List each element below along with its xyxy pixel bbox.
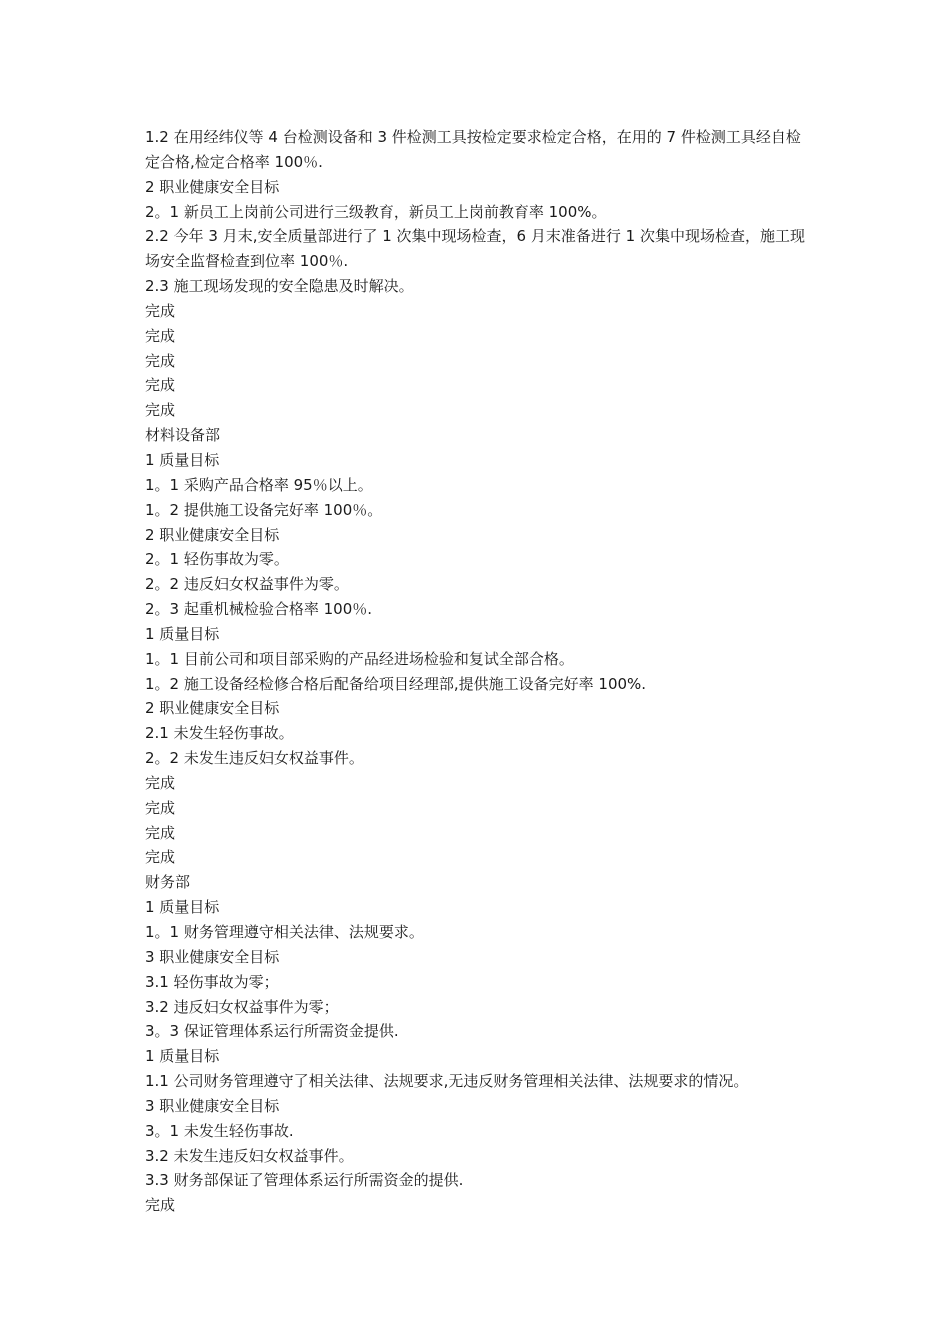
paragraph-1-1-finance-complied: 1.1 公司财务管理遵守了相关法律、法规要求,无违反财务管理相关法律、法规要求的情况。	[145, 1072, 749, 1091]
heading-quality-goals: 1 质量目标	[145, 450, 220, 469]
status-complete: 完成	[145, 1196, 176, 1215]
paragraph-1-1-finance-compliance: 1。1 财务管理遵守相关法律、法规要求。	[145, 923, 424, 941]
heading-ohs-goals: 3 职业健康安全目标	[145, 1096, 280, 1115]
paragraph-2-2-women-rights: 2。2 违反妇女权益事件为零。	[145, 575, 349, 594]
heading-ohs-goals: 2 职业健康安全目标	[145, 177, 280, 196]
status-complete: 完成	[145, 773, 176, 792]
paragraph-3-2-no-violation: 3.2 未发生违反妇女权益事件。	[145, 1146, 354, 1165]
paragraph-2-3-hazards: 2.3 施工现场发现的安全隐患及时解决。	[145, 277, 414, 296]
section-title-finance-dept: 财务部	[145, 873, 191, 892]
heading-quality-goals: 1 质量目标	[145, 1047, 220, 1066]
status-complete: 完成	[145, 798, 176, 817]
heading-ohs-goals: 2 职业健康安全目标	[145, 525, 280, 544]
status-complete: 完成	[145, 301, 176, 320]
heading-ohs-goals: 3 职业健康安全目标	[145, 947, 280, 966]
paragraph-1-2-equipment-maintained: 1。2 施工设备经检修合格后配备给项目经理部,提供施工设备完好率 100%.	[145, 674, 647, 693]
heading-ohs-goals: 2 职业健康安全目标	[145, 699, 280, 718]
paragraph-3-2-women-rights: 3.2 违反妇女权益事件为零；	[145, 997, 339, 1016]
status-complete: 完成	[145, 401, 176, 420]
section-title-materials-dept: 材料设备部	[145, 426, 221, 445]
paragraph-1-1-purchase-rate: 1。1 采购产品合格率 95％以上。	[145, 475, 373, 494]
status-complete: 完成	[145, 823, 176, 842]
paragraph-3-1-no-injury: 3。1 未发生轻伤事故.	[145, 1121, 294, 1140]
status-complete: 完成	[145, 848, 176, 867]
paragraph-3-3-funding: 3。3 保证管理体系运行所需资金提供.	[145, 1022, 399, 1041]
heading-quality-goals: 1 质量目标	[145, 898, 220, 917]
paragraph-2-1-no-injury: 2.1 未发生轻伤事故。	[145, 724, 294, 743]
document-body	[145, 125, 815, 1218]
paragraph-1-1-products-qualified: 1。1 目前公司和项目部采购的产品经进场检验和复试全部合格。	[145, 649, 574, 668]
paragraph-1-2-inspection-equipment: 1.2 在用经纬仪等 4 台检测设备和 3 件检测工具按检定要求检定合格，在用的 7 件检测工具经自检定合格,检定合格率 100％.	[145, 128, 801, 171]
paragraph-3-1-injury: 3.1 轻伤事故为零；	[145, 972, 279, 991]
heading-quality-goals: 1 质量目标	[145, 624, 220, 643]
paragraph-2-2-no-violation: 2。2 未发生违反妇女权益事件。	[145, 749, 364, 768]
paragraph-2-3-crane-inspection: 2。3 起重机械检验合格率 100％.	[145, 600, 373, 619]
status-complete: 完成	[145, 351, 176, 370]
paragraph-2-1-injury: 2。1 轻伤事故为零。	[145, 550, 289, 569]
paragraph-2-2-site-inspection: 2.2 今年 3 月末,安全质量部进行了 1 次集中现场检查，6 月末准备进行 1 次集中现场检查，施工现场安全监督检查到位率 100％.	[145, 227, 805, 271]
paragraph-3-3-funding-provided: 3.3 财务部保证了管理体系运行所需资金的提供.	[145, 1171, 464, 1190]
status-complete: 完成	[145, 326, 176, 345]
paragraph-2-1-training: 2。1 新员工上岗前公司进行三级教育，新员工上岗前教育率 100%。	[145, 202, 607, 221]
status-complete: 完成	[145, 376, 176, 395]
paragraph-1-2-equipment-rate: 1。2 提供施工设备完好率 100％。	[145, 500, 383, 519]
